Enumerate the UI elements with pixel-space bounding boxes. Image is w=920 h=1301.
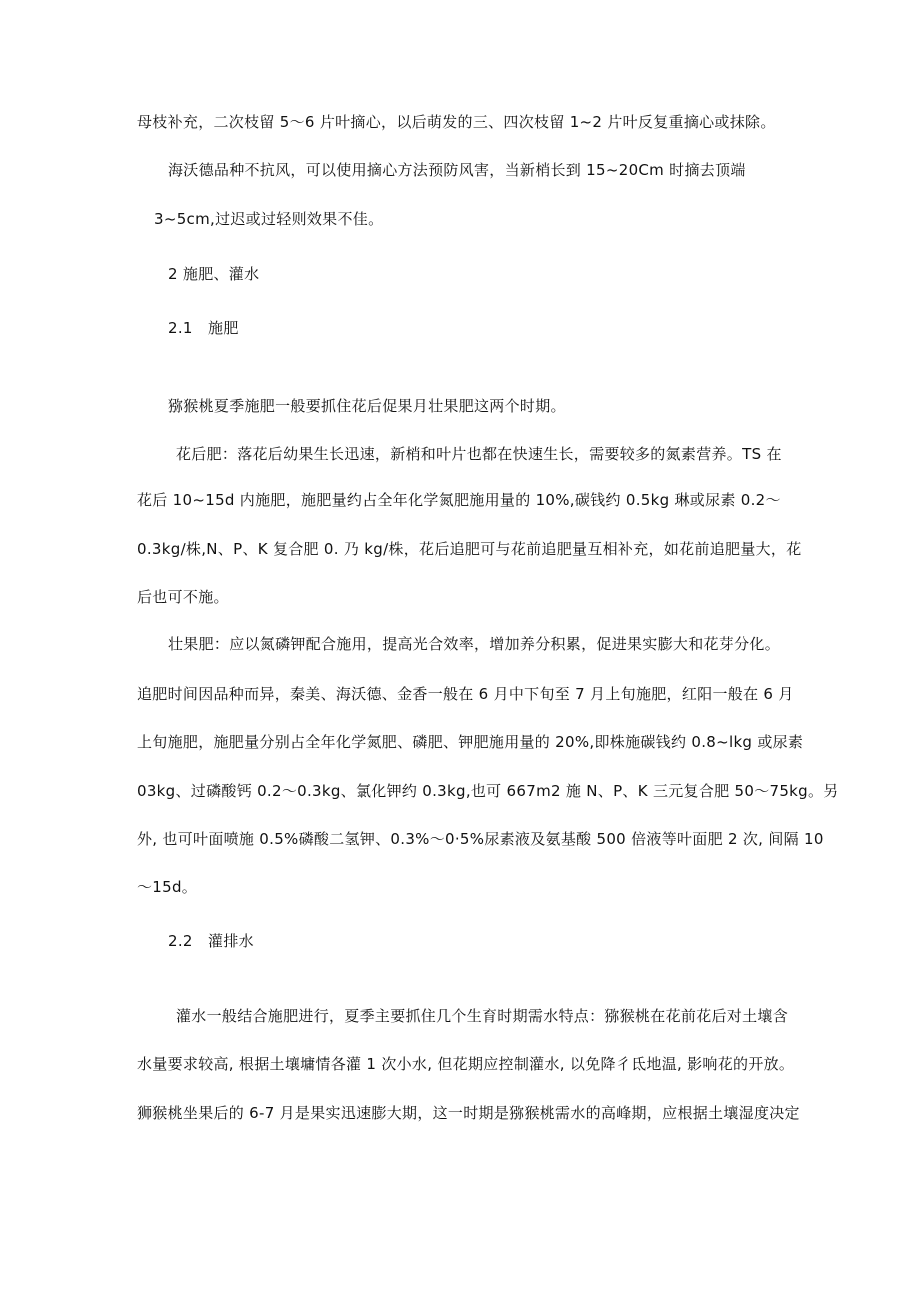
subsection-heading: 2.2 灌排水 [168, 932, 254, 950]
text-line: 水量要求较高, 根据土壤墉情各灌 1 次小水, 但花期应控制灌水, 以免降彳氐地温, 影响花的开放。 [137, 1055, 795, 1073]
section-heading: 2 施肥、灌水 [168, 265, 260, 283]
text-line: 壮果肥：应以氮磷钾配合施用，提高光合效率，增加养分积累，促进果实膨大和花芽分化。 [168, 635, 781, 653]
text-line: 后也可不施。 [137, 588, 229, 606]
text-line: 追肥时间因品种而异，秦美、海沃德、金香一般在 6 月中下旬至 7 月上旬施肥，红阳一般在 6 月 [137, 685, 794, 703]
text-line: 海沃德品种不抗风，可以使用摘心方法预防风害，当新梢长到 15~20Cm 时摘去顶端 [168, 161, 746, 179]
text-line: 3~5cm,过迟或过轻则效果不佳。 [154, 210, 384, 228]
text-line: 狮猴桃坐果后的 6-7 月是果实迅速膨大期，这一时期是猕猴桃需水的高峰期，应根据土壤湿度决定 [137, 1104, 800, 1122]
text-line: 母枝补充，二次枝留 5～6 片叶摘心，以后萌发的三、四次枝留 1~2 片叶反复重摘心或抹除。 [137, 113, 776, 131]
text-line: 外, 也可叶面喷施 0.5%磷酸二氢钾、0.3%～0·5%尿素液及氨基酸 500 倍液等叶面肥 2 次, 间隔 10 [137, 830, 824, 848]
text-line: 花后肥：落花后幼果生长迅速，新梢和叶片也都在快速生长，需要较多的氮素营养。TS 在 [176, 445, 782, 463]
text-line: 猕猴桃夏季施肥一般要抓住花后促果月壮果肥这两个时期。 [168, 397, 566, 415]
text-line: 03kg、过磷酸钙 0.2～0.3kg、氯化钾约 0.3kg,也可 667m2 施 N、P、K 三元复合肥 50～75kg。另 [137, 782, 839, 800]
text-line: 0.3kg∕株,N、P、K 复合肥 0. 乃 kg∕株，花后追肥可与花前追肥量互相补充，如花前追肥量大，花 [137, 540, 802, 558]
subsection-heading: 2.1 施肥 [168, 319, 239, 337]
text-line: 灌水一般结合施肥进行，夏季主要抓住几个生育时期需水特点：猕猴桃在花前花后对土壤含 [176, 1007, 789, 1025]
text-line: ～15d。 [137, 878, 198, 896]
text-line: 上旬施肥，施肥量分别占全年化学氮肥、磷肥、钾肥施用量的 20%,即株施碳钱约 0.8~lkg 或尿素 [137, 733, 804, 751]
text-line: 花后 10~15d 内施肥，施肥量约占全年化学氮肥施用量的 10%,碳钱约 0.5kg 琳或尿素 0.2～ [137, 491, 781, 509]
